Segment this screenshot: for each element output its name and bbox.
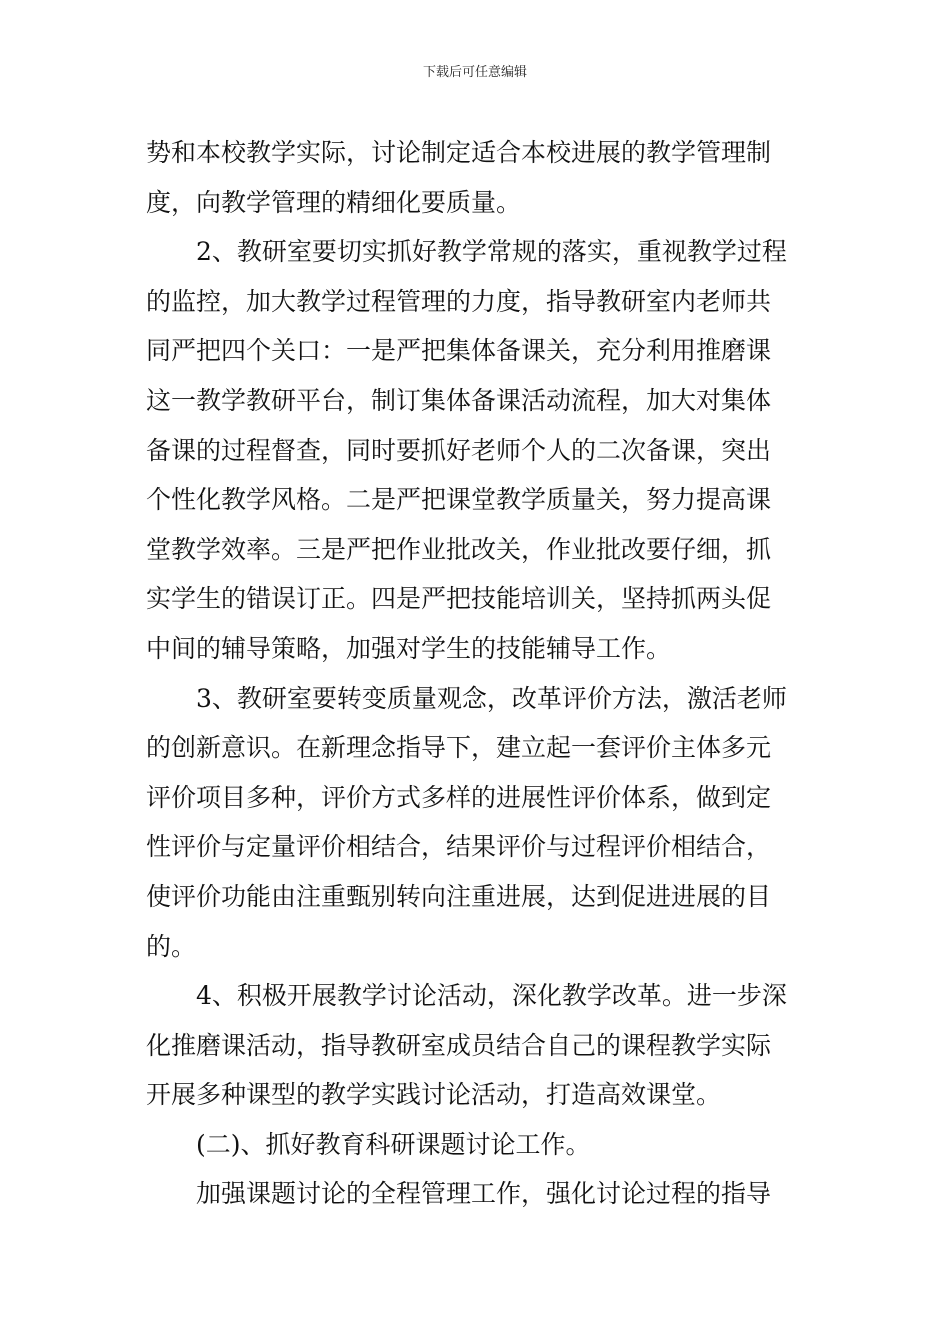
text-line: 同严把四个关口：一是严把集体备课关，充分利用推磨课	[146, 336, 772, 366]
section-heading: (二)、抓好教育科研课题讨论工作。	[196, 1129, 591, 1159]
paragraph-start-line: 3、教研室要转变质量观念，改革评价方法，激活老师	[196, 683, 787, 713]
text-line: 化推磨课活动，指导教研室成员结合自己的课程教学实际	[146, 1030, 772, 1060]
paragraph-start-line: 2、教研室要切实抓好教学常规的落实，重视教学过程	[196, 237, 787, 267]
text-line: 开展多种课型的教学实践讨论活动，打造高效课堂。	[146, 1080, 722, 1110]
text-line: 中间的辅导策略，加强对学生的技能辅导工作。	[146, 633, 672, 663]
text-line: 备课的过程督查，同时要抓好老师个人的二次备课，突出	[146, 435, 772, 465]
text-line: 评价项目多种，评价方式多样的进展性评价体系，做到定	[146, 782, 772, 812]
text-line: 的。	[146, 931, 197, 961]
text-line: 势和本校教学实际，讨论制定适合本校进展的教学管理制	[146, 138, 772, 167]
text-line: 的创新意识。在新理念指导下，建立起一套评价主体多元	[146, 733, 772, 763]
paragraph-start-line: 4、积极开展教学讨论活动，深化教学改革。进一步深	[196, 981, 787, 1011]
text-line: 度，向教学管理的精细化要质量。	[146, 187, 522, 217]
text-line: 实学生的错误订正。四是严把技能培训关，坚持抓两头促	[146, 584, 772, 614]
text-line: 堂教学效率。三是严把作业批改关，作业批改要仔细，抓	[146, 534, 772, 564]
text-line: 性评价与定量评价相结合，结果评价与过程评价相结合，	[146, 832, 772, 862]
document-body	[146, 128, 806, 1219]
text-line: 使评价功能由注重甄别转向注重进展，达到促进进展的目	[146, 881, 772, 911]
paragraph-start-line: 加强课题讨论的全程管理工作，强化讨论过程的指导	[196, 1179, 772, 1209]
text-line: 这一教学教研平台，制订集体备课活动流程，加大对集体	[146, 385, 772, 415]
text-line: 的监控，加大教学过程管理的力度，指导教研室内老师共	[146, 286, 772, 316]
text-line: 个性化教学风格。二是严把课堂教学质量关，努力提高课	[146, 485, 772, 515]
page-header: 下载后可任意编辑	[422, 65, 527, 80]
